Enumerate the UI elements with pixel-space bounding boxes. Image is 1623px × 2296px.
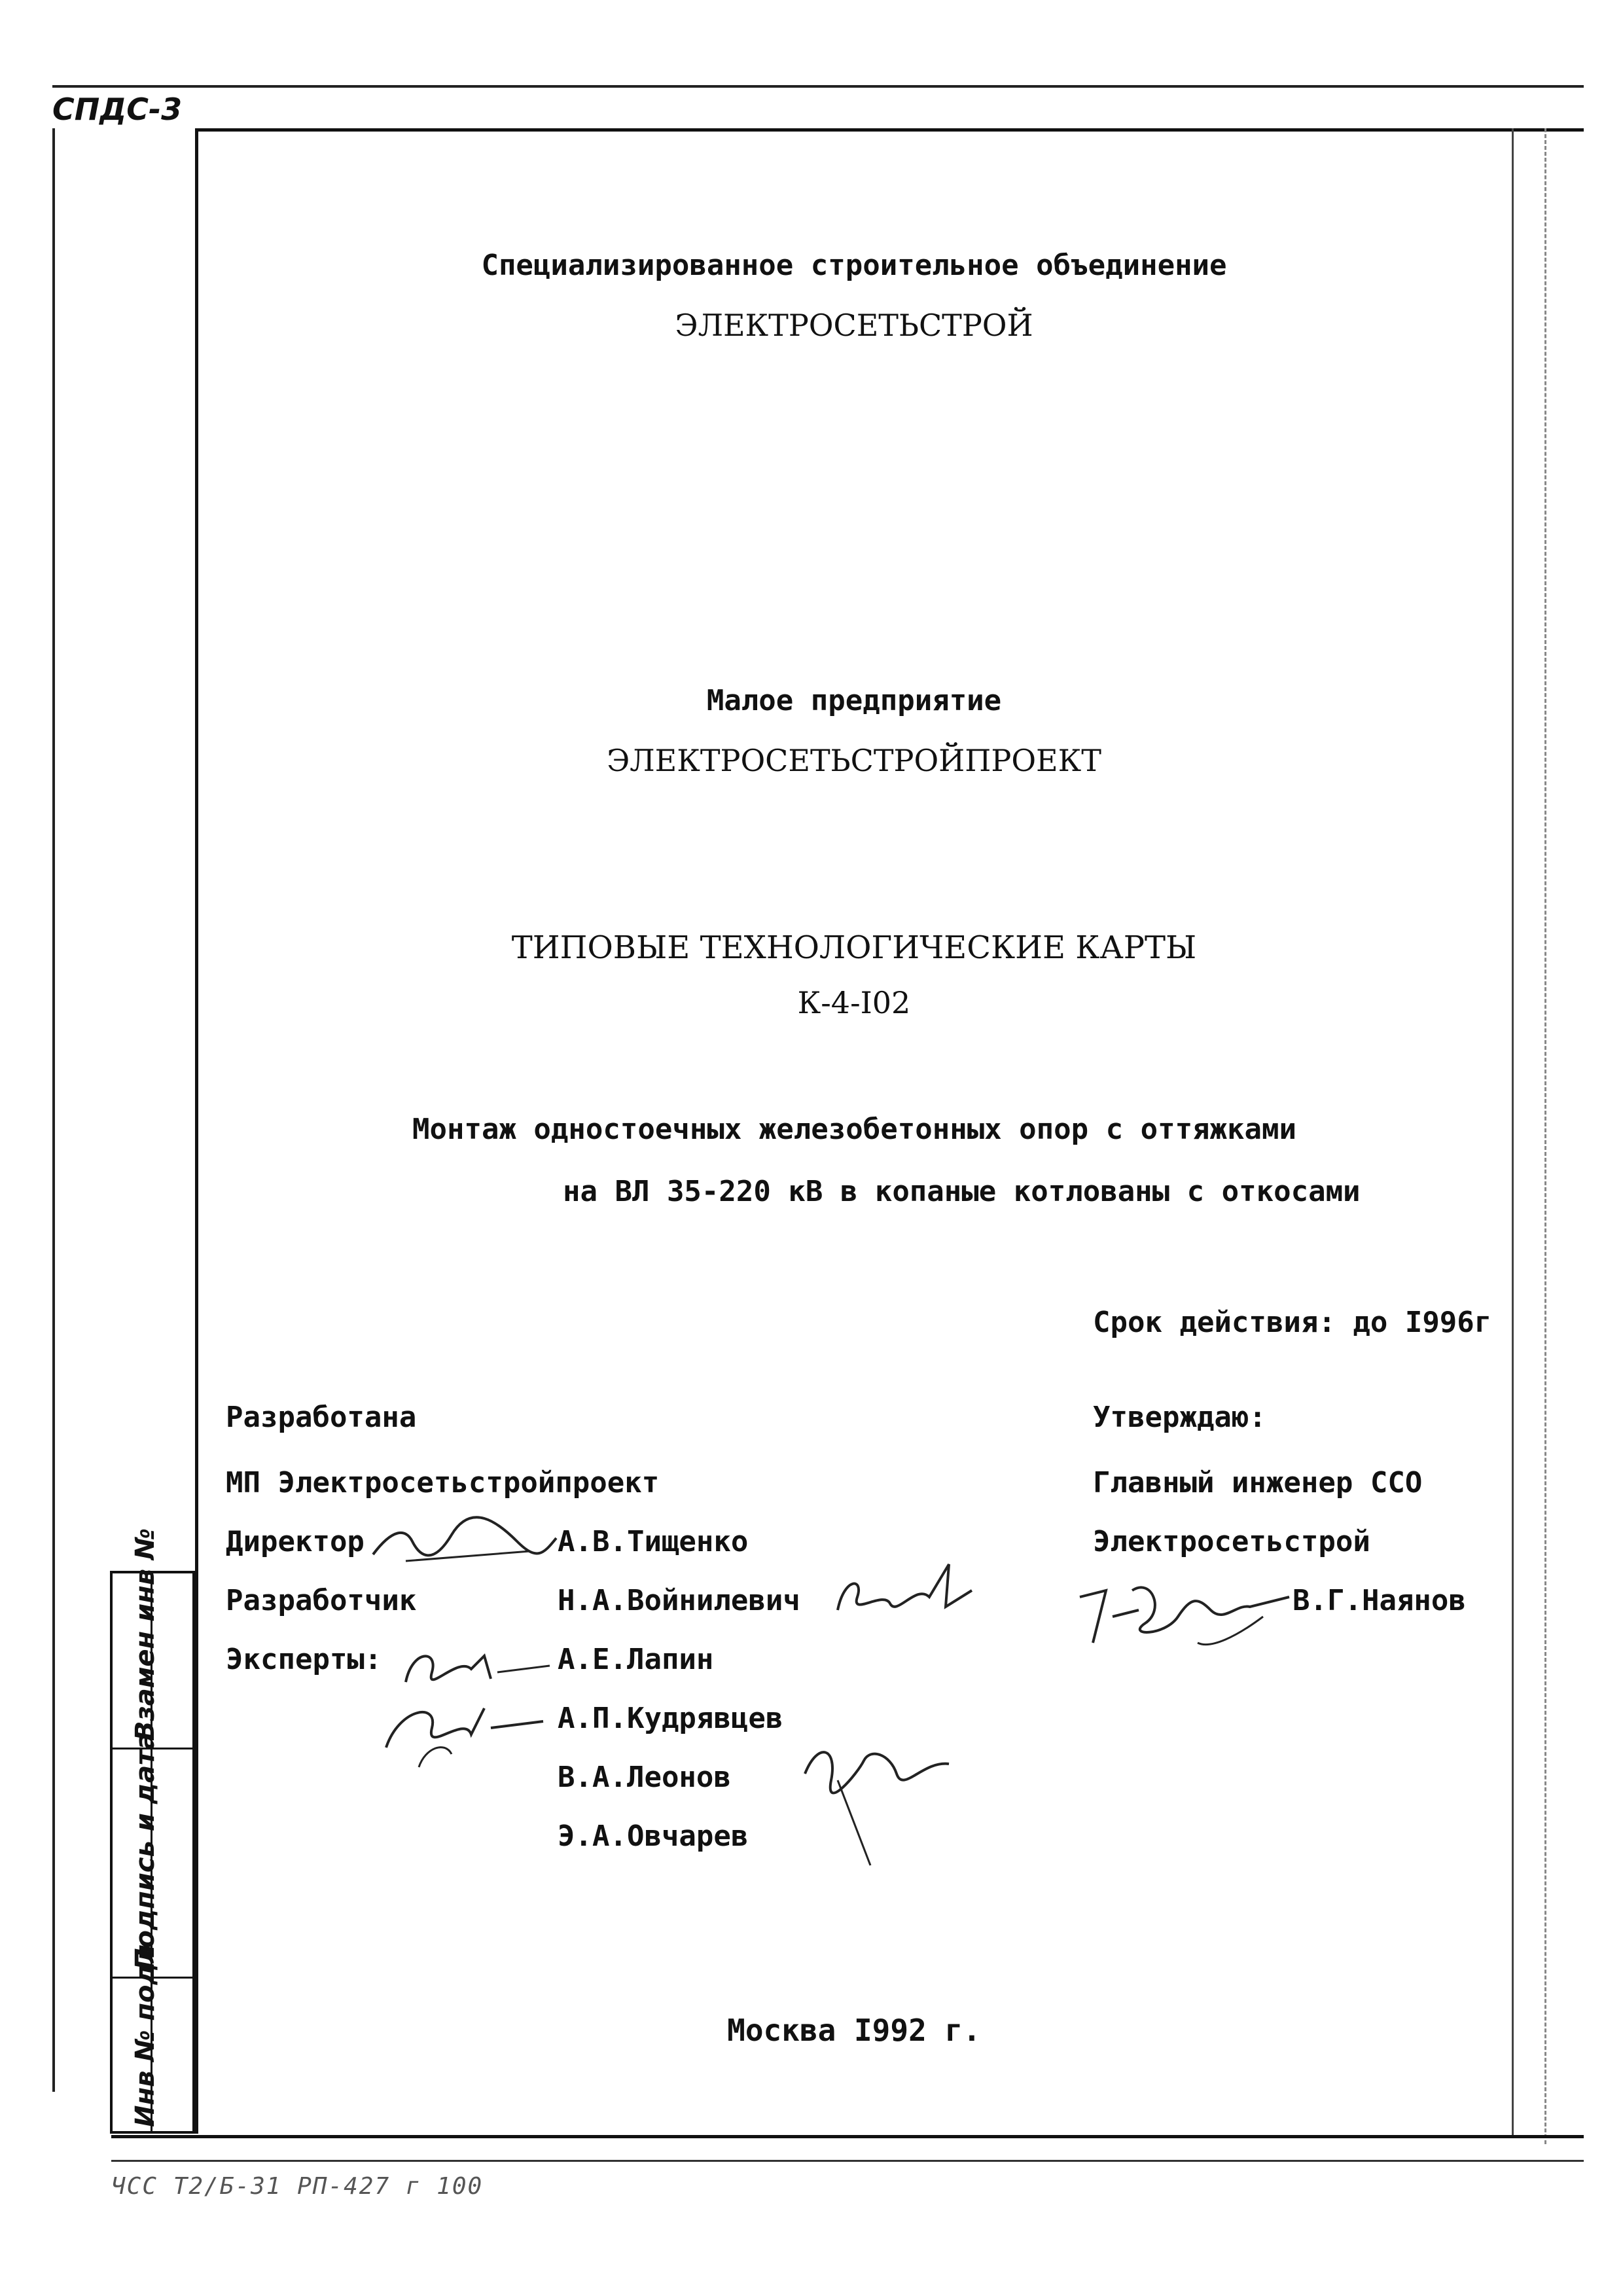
mp-line-2: ЭЛЕКТРОСЕТЬСТРОЙПРОЕКТ bbox=[607, 743, 1101, 778]
stamp-label-inv: Инв № подл bbox=[130, 1944, 160, 2127]
expert-signature-3 bbox=[792, 1734, 962, 1878]
document-code: К-4-I02 bbox=[797, 985, 911, 1020]
approver-signature bbox=[1067, 1571, 1302, 1656]
subtitle-line-1: Монтаж одностоечных железобетонных опор с оттяжками bbox=[412, 1113, 1297, 1146]
director-signature bbox=[366, 1515, 563, 1574]
developed-label: Разработана bbox=[226, 1401, 417, 1434]
developer-org: МП Электросетьстройпроект bbox=[226, 1466, 660, 1499]
expert-signature-1 bbox=[386, 1636, 556, 1695]
developer-label: Разработчик bbox=[226, 1584, 417, 1617]
approver-position: Главный инженер ССО bbox=[1093, 1466, 1423, 1499]
frame-bottom-border-2 bbox=[111, 2160, 1584, 2162]
director-label: Директор bbox=[226, 1525, 365, 1558]
mp-line-1: Малое предприятие bbox=[706, 684, 1002, 717]
city-year: Москва I992 г. bbox=[727, 2013, 981, 2048]
stamp-label-replace: Взамен инв № bbox=[130, 1528, 160, 1741]
footer-note: ЧСС Т2/Б-31 РП-427 г 100 bbox=[111, 2173, 484, 2200]
frame-bottom-border bbox=[111, 2135, 1584, 2138]
frame-top-border bbox=[196, 128, 1584, 132]
frame-right-border bbox=[1512, 128, 1514, 2138]
document-title: ТИПОВЫЕ ТЕХНОЛОГИЧЕСКИЕ КАРТЫ bbox=[511, 929, 1197, 966]
expert-name: Э.А.Овчарев bbox=[558, 1820, 749, 1853]
expert-name: А.П.Кудрявцев bbox=[558, 1702, 783, 1735]
expert-name: В.А.Леонов bbox=[558, 1761, 731, 1794]
frame-left-border bbox=[195, 128, 198, 2134]
approve-label: Утверждаю: bbox=[1093, 1401, 1266, 1434]
validity-term: Срок действия: до I996г bbox=[1093, 1306, 1492, 1339]
developer-name: Н.А.Войнилевич bbox=[558, 1584, 800, 1617]
approver-name: В.Г.Наянов bbox=[1293, 1584, 1466, 1617]
developer-signature bbox=[831, 1551, 975, 1623]
org-line-2: ЭЛЕКТРОСЕТЬСТРОЙ bbox=[675, 308, 1033, 343]
expert-name: А.Е.Лапин bbox=[558, 1643, 714, 1676]
stamp-label-sign: Подпись и дата bbox=[130, 1732, 160, 1970]
corner-code: СПДС-3 bbox=[52, 92, 183, 127]
frame-right-dashed-border bbox=[1544, 128, 1546, 2144]
outer-top-border bbox=[52, 85, 1584, 88]
outer-left-border bbox=[52, 128, 55, 2092]
experts-label: Эксперты: bbox=[226, 1643, 382, 1676]
org-line-1: Специализированное строительное объединение bbox=[481, 249, 1227, 282]
director-name: А.В.Тищенко bbox=[558, 1525, 749, 1558]
approver-org: Электросетьстрой bbox=[1093, 1525, 1370, 1558]
expert-signature-2 bbox=[360, 1689, 556, 1774]
subtitle-line-2: на ВЛ 35-220 кВ в копаные котлованы с откосами bbox=[563, 1175, 1361, 1208]
